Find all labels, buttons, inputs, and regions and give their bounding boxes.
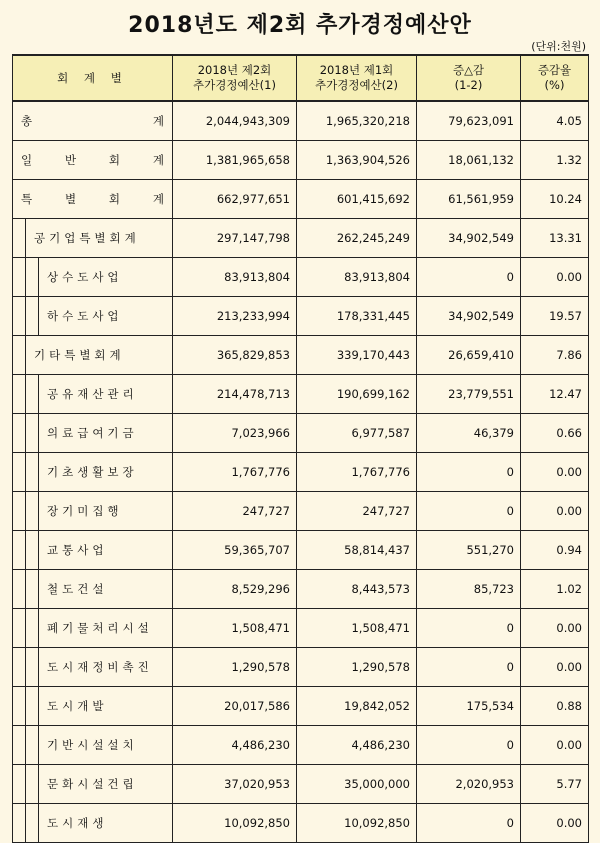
account-name: [13, 141, 172, 179]
account-name: 도시재생: [47, 816, 108, 830]
difference-cell: 0: [417, 258, 521, 297]
difference-cell: 0: [417, 609, 521, 648]
budget-2nd-cell: 8,529,296: [173, 570, 297, 609]
budget-2nd-cell: 20,017,586: [173, 687, 297, 726]
budget-2nd-cell: 59,365,707: [173, 531, 297, 570]
indent-spacer: [13, 804, 26, 842]
rate-cell: 0.00: [521, 258, 589, 297]
indent-spacer: [26, 258, 39, 296]
budget-1st-cell: 339,170,443: [297, 336, 417, 375]
account-name-char: 특: [21, 192, 33, 206]
header-account: 회 계 별: [13, 55, 173, 101]
account-name: 도시재정비촉진: [47, 660, 153, 674]
indent-spacer: [26, 492, 39, 530]
budget-2nd-cell: 4,486,230: [173, 726, 297, 765]
account-name-cell: [13, 492, 173, 531]
budget-1st-cell: 1,767,776: [297, 453, 417, 492]
table-header-row: [13, 55, 589, 101]
rate-cell: 0.00: [521, 453, 589, 492]
difference-cell: 34,902,549: [417, 297, 521, 336]
account-name: [13, 180, 172, 218]
budget-1st-cell: 6,977,587: [297, 414, 417, 453]
account-name: 하수도사업: [47, 309, 123, 323]
rate-cell: 0.00: [521, 648, 589, 687]
table-row: [13, 765, 589, 804]
indent-spacer: [13, 648, 26, 686]
budget-1st-cell: 178,331,445: [297, 297, 417, 336]
indent-spacer: [26, 531, 39, 569]
table-row: [13, 297, 589, 336]
indent-spacer: [26, 765, 39, 803]
table-row: [13, 687, 589, 726]
account-name-cell: [13, 414, 173, 453]
account-name-char: 계: [152, 192, 164, 206]
table-row: [13, 570, 589, 609]
account-name: 도시개발: [47, 699, 108, 713]
account-name: 의료급여기금: [47, 426, 138, 440]
indent-spacer: [13, 531, 26, 569]
account-name: 공기업특별회계: [34, 231, 140, 245]
account-name-cell: [13, 258, 173, 297]
budget-1st-cell: 35,000,000: [297, 765, 417, 804]
account-name-cell: [13, 453, 173, 492]
table-row: [13, 336, 589, 375]
account-name: 기반시설설치: [47, 738, 138, 752]
budget-1st-cell: 19,842,052: [297, 687, 417, 726]
indent-spacer: [13, 336, 26, 374]
header-rate: 증감율 (%): [521, 55, 589, 101]
account-name: 폐기물처리시설: [47, 621, 153, 635]
header-difference: 증△감 (1-2): [417, 55, 521, 101]
budget-2nd-cell: 1,767,776: [173, 453, 297, 492]
difference-cell: 551,270: [417, 531, 521, 570]
table-row: [13, 219, 589, 258]
account-name-cell: [13, 804, 173, 843]
account-name-cell: [13, 687, 173, 726]
rate-cell: 4.05: [521, 101, 589, 141]
header-budget-1st: 2018년 제1회 추가경정예산(2): [297, 55, 417, 101]
rate-cell: 13.31: [521, 219, 589, 258]
account-name: 문화시설건립: [47, 777, 138, 791]
budget-2nd-cell: 1,290,578: [173, 648, 297, 687]
indent-spacer: [26, 453, 39, 491]
difference-cell: 0: [417, 492, 521, 531]
budget-2nd-cell: 83,913,804: [173, 258, 297, 297]
rate-cell: 0.88: [521, 687, 589, 726]
rate-cell: 0.00: [521, 609, 589, 648]
header-budget-2nd: 2018년 제2회 추가경정예산(1): [173, 55, 297, 101]
rate-cell: 0.94: [521, 531, 589, 570]
budget-1st-cell: 1,508,471: [297, 609, 417, 648]
rate-cell: 1.32: [521, 141, 589, 180]
document-title: 2018년도 제2회 추가경정예산안: [128, 13, 472, 38]
table-row: [13, 101, 589, 141]
account-name-cell: [13, 375, 173, 414]
account-name-cell: [13, 726, 173, 765]
account-name: 상수도사업: [47, 270, 123, 284]
indent-spacer: [26, 726, 39, 764]
budget-2nd-cell: 214,478,713: [173, 375, 297, 414]
account-name: 공유재산관리: [47, 387, 138, 401]
budget-1st-cell: 1,290,578: [297, 648, 417, 687]
indent-spacer: [26, 609, 39, 647]
indent-spacer: [26, 570, 39, 608]
account-name-cell: [13, 336, 173, 375]
account-name: 장기미집행: [47, 504, 123, 518]
account-name-cell: [13, 648, 173, 687]
indent-spacer: [13, 414, 26, 452]
indent-spacer: [13, 492, 26, 530]
indent-spacer: [13, 219, 26, 257]
budget-1st-cell: 247,727: [297, 492, 417, 531]
indent-spacer: [13, 258, 26, 296]
account-name: [13, 102, 172, 140]
account-name-cell: [13, 180, 173, 219]
indent-spacer: [26, 297, 39, 335]
account-name-char: 일: [21, 153, 33, 167]
account-name-cell: [13, 570, 173, 609]
difference-cell: 34,902,549: [417, 219, 521, 258]
rate-cell: 10.24: [521, 180, 589, 219]
indent-spacer: [13, 687, 26, 725]
table-row: [13, 180, 589, 219]
budget-1st-cell: 190,699,162: [297, 375, 417, 414]
table-row: [13, 492, 589, 531]
budget-1st-cell: 4,486,230: [297, 726, 417, 765]
account-name: 교통사업: [47, 543, 108, 557]
table-row: [13, 141, 589, 180]
budget-1st-cell: 58,814,437: [297, 531, 417, 570]
account-name-char: 총: [21, 114, 33, 128]
indent-spacer: [26, 687, 39, 725]
table-row: [13, 258, 589, 297]
difference-cell: 46,379: [417, 414, 521, 453]
indent-spacer: [13, 375, 26, 413]
rate-cell: 1.02: [521, 570, 589, 609]
budget-2nd-cell: 37,020,953: [173, 765, 297, 804]
difference-cell: 85,723: [417, 570, 521, 609]
table-row: [13, 648, 589, 687]
indent-spacer: [13, 609, 26, 647]
account-name-char: 계: [152, 153, 164, 167]
indent-spacer: [13, 570, 26, 608]
account-name: 기타특별회계: [34, 348, 125, 362]
account-name-char: 회: [108, 153, 121, 167]
budget-2nd-cell: 213,233,994: [173, 297, 297, 336]
indent-spacer: [26, 804, 39, 842]
rate-cell: 12.47: [521, 375, 589, 414]
budget-1st-cell: 601,415,692: [297, 180, 417, 219]
account-name: 철도건설: [47, 582, 108, 596]
table-row: [13, 804, 589, 843]
unit-note: (단위:천원): [531, 40, 586, 53]
table-row: [13, 414, 589, 453]
rate-cell: 0.66: [521, 414, 589, 453]
budget-1st-cell: 1,363,904,526: [297, 141, 417, 180]
difference-cell: 26,659,410: [417, 336, 521, 375]
budget-table: [12, 54, 589, 843]
difference-cell: 175,534: [417, 687, 521, 726]
account-name-cell: [13, 765, 173, 804]
budget-2nd-cell: 7,023,966: [173, 414, 297, 453]
indent-spacer: [26, 648, 39, 686]
difference-cell: 0: [417, 648, 521, 687]
account-name-cell: [13, 609, 173, 648]
table-row: [13, 453, 589, 492]
budget-2nd-cell: 1,508,471: [173, 609, 297, 648]
difference-cell: 23,779,551: [417, 375, 521, 414]
table-row: [13, 531, 589, 570]
indent-spacer: [13, 765, 26, 803]
budget-1st-cell: 8,443,573: [297, 570, 417, 609]
budget-2nd-cell: 297,147,798: [173, 219, 297, 258]
account-name-cell: [13, 141, 173, 180]
budget-2nd-cell: 662,977,651: [173, 180, 297, 219]
budget-2nd-cell: 247,727: [173, 492, 297, 531]
difference-cell: 79,623,091: [417, 101, 521, 141]
budget-1st-cell: 83,913,804: [297, 258, 417, 297]
account-name: 기초생활보장: [47, 465, 138, 479]
rate-cell: 7.86: [521, 336, 589, 375]
account-name-cell: [13, 219, 173, 258]
table-row: [13, 609, 589, 648]
difference-cell: 61,561,959: [417, 180, 521, 219]
budget-2nd-cell: 1,381,965,658: [173, 141, 297, 180]
difference-cell: 0: [417, 804, 521, 843]
account-name-char: 회: [108, 192, 121, 206]
budget-2nd-cell: 2,044,943,309: [173, 101, 297, 141]
rate-cell: 0.00: [521, 726, 589, 765]
difference-cell: 0: [417, 453, 521, 492]
table-body: [13, 101, 589, 843]
budget-2nd-cell: 10,092,850: [173, 804, 297, 843]
difference-cell: 0: [417, 726, 521, 765]
indent-spacer: [13, 726, 26, 764]
budget-1st-cell: 262,245,249: [297, 219, 417, 258]
table-row: [13, 375, 589, 414]
account-name-char: 반: [64, 153, 77, 167]
rate-cell: 0.00: [521, 804, 589, 843]
rate-cell: 5.77: [521, 765, 589, 804]
indent-spacer: [26, 414, 39, 452]
difference-cell: 2,020,953: [417, 765, 521, 804]
indent-spacer: [13, 297, 26, 335]
budget-1st-cell: 1,965,320,218: [297, 101, 417, 141]
indent-spacer: [13, 453, 26, 491]
table-row: [13, 726, 589, 765]
account-name-cell: [13, 297, 173, 336]
budget-2nd-cell: 365,829,853: [173, 336, 297, 375]
indent-spacer: [26, 375, 39, 413]
account-name-cell: [13, 101, 173, 141]
account-name-char: 별: [64, 192, 77, 206]
budget-1st-cell: 10,092,850: [297, 804, 417, 843]
rate-cell: 19.57: [521, 297, 589, 336]
account-name-cell: [13, 531, 173, 570]
difference-cell: 18,061,132: [417, 141, 521, 180]
rate-cell: 0.00: [521, 492, 589, 531]
account-name-char: 계: [152, 114, 164, 128]
